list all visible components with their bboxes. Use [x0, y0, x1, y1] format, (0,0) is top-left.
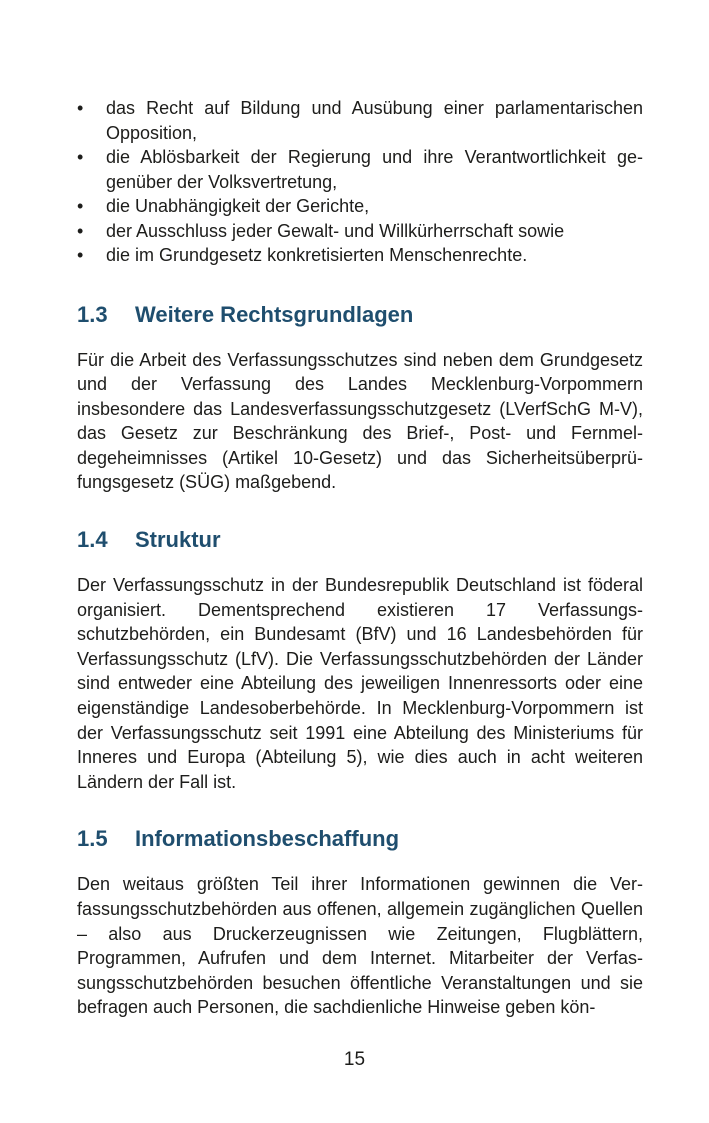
- section-number: 1.3: [77, 301, 108, 327]
- section-heading-rechtsgrundlagen: [77, 301, 643, 329]
- section-heading-informationsbeschaffung: [77, 825, 643, 853]
- section-title: Informationsbeschaffung: [135, 826, 400, 852]
- section-heading-struktur: [77, 526, 643, 554]
- bullet-icon: •: [77, 196, 84, 216]
- list-item-text: der Ausschluss jeder Gewalt- und Willkürherrschaft sowie: [106, 220, 565, 241]
- section-number: 1.4: [77, 527, 108, 553]
- section-paragraph: Für die Arbeit des Verfassungsschutzes sind neben dem Grundgesetz und der Verfassung des Landes Mecklenburg-Vorpommern insbesondere das Landesverfassungsschutzgesetz (LVerfSchG M-V), das Gesetz zur Beschränkung des Brief-, Post- und Fernmeldegeheimnisses (Artikel 10-Gesetz) und das Sicherheitsüberprüfungsgesetz (SÜG) maßgebend.: [77, 349, 643, 493]
- list-item-text: die Unabhängigkeit der Gerichte,: [106, 196, 370, 216]
- bullet-icon: •: [77, 245, 84, 265]
- page-content: [77, 96, 643, 1020]
- page-number: 15: [343, 1049, 366, 1070]
- list-item: [77, 243, 643, 268]
- list-item-text: die Ablösbarkeit der Regierung und ihre Verantwortlichkeit gegenüber der Volksvertretung,: [106, 147, 643, 192]
- section-number: 1.5: [77, 826, 108, 852]
- list-item-text: das Recht auf Bildung und Ausübung einer parlamentarischen Opposition,: [106, 98, 643, 143]
- list-item: [77, 96, 643, 145]
- bullet-icon: •: [77, 98, 84, 118]
- section-paragraph: Den weitaus größten Teil ihrer Informationen gewinnen die Verfassungsschutzbehörden aus offenen, allgemein zugänglichen Quellen – also aus Druckerzeugnissen wie Zeitungen, Flugblättern, Programmen, Aufrufen und dem Internet. Mitarbeiter der Verfassungsschutzbehörden besuchen öffentliche Veranstaltungen und sie befragen auch Personen, die sachdienliche Hinweise geben kön-: [77, 874, 643, 1018]
- section-paragraph: Der Verfassungsschutz in der Bundesrepublik Deutschland ist föderal organisiert. Dementsprechend existieren 17 Verfassungsschutzbehörden, ein Bundesamt (BfV) und 16 Landesbehörden für Verfassungsschutz (LfV). Die Verfassungsschutzbehörden der Länder sind entweder eine Abteilung des jeweiligen Innenressorts oder eine eigenständige Landesoberbehörde. In Mecklenburg-Vorpommern ist der Verfassungsschutz seit 1991 eine Abteilung des Ministeriums für Inneres und Europa (Abteilung 5), wie dies auch in acht weiteren Ländern der Fall ist.: [77, 575, 643, 792]
- list-item: [77, 219, 643, 244]
- bullet-list: [77, 96, 643, 268]
- section-title: Struktur: [135, 527, 221, 553]
- bullet-icon: •: [77, 147, 84, 167]
- bullet-icon: •: [77, 220, 84, 241]
- list-item: [77, 194, 643, 219]
- list-item: [77, 145, 643, 194]
- list-item-text: die im Grundgesetz konkretisierten Menschenrechte.: [106, 245, 528, 265]
- section-title: Weitere Rechtsgrundlagen: [135, 301, 414, 327]
